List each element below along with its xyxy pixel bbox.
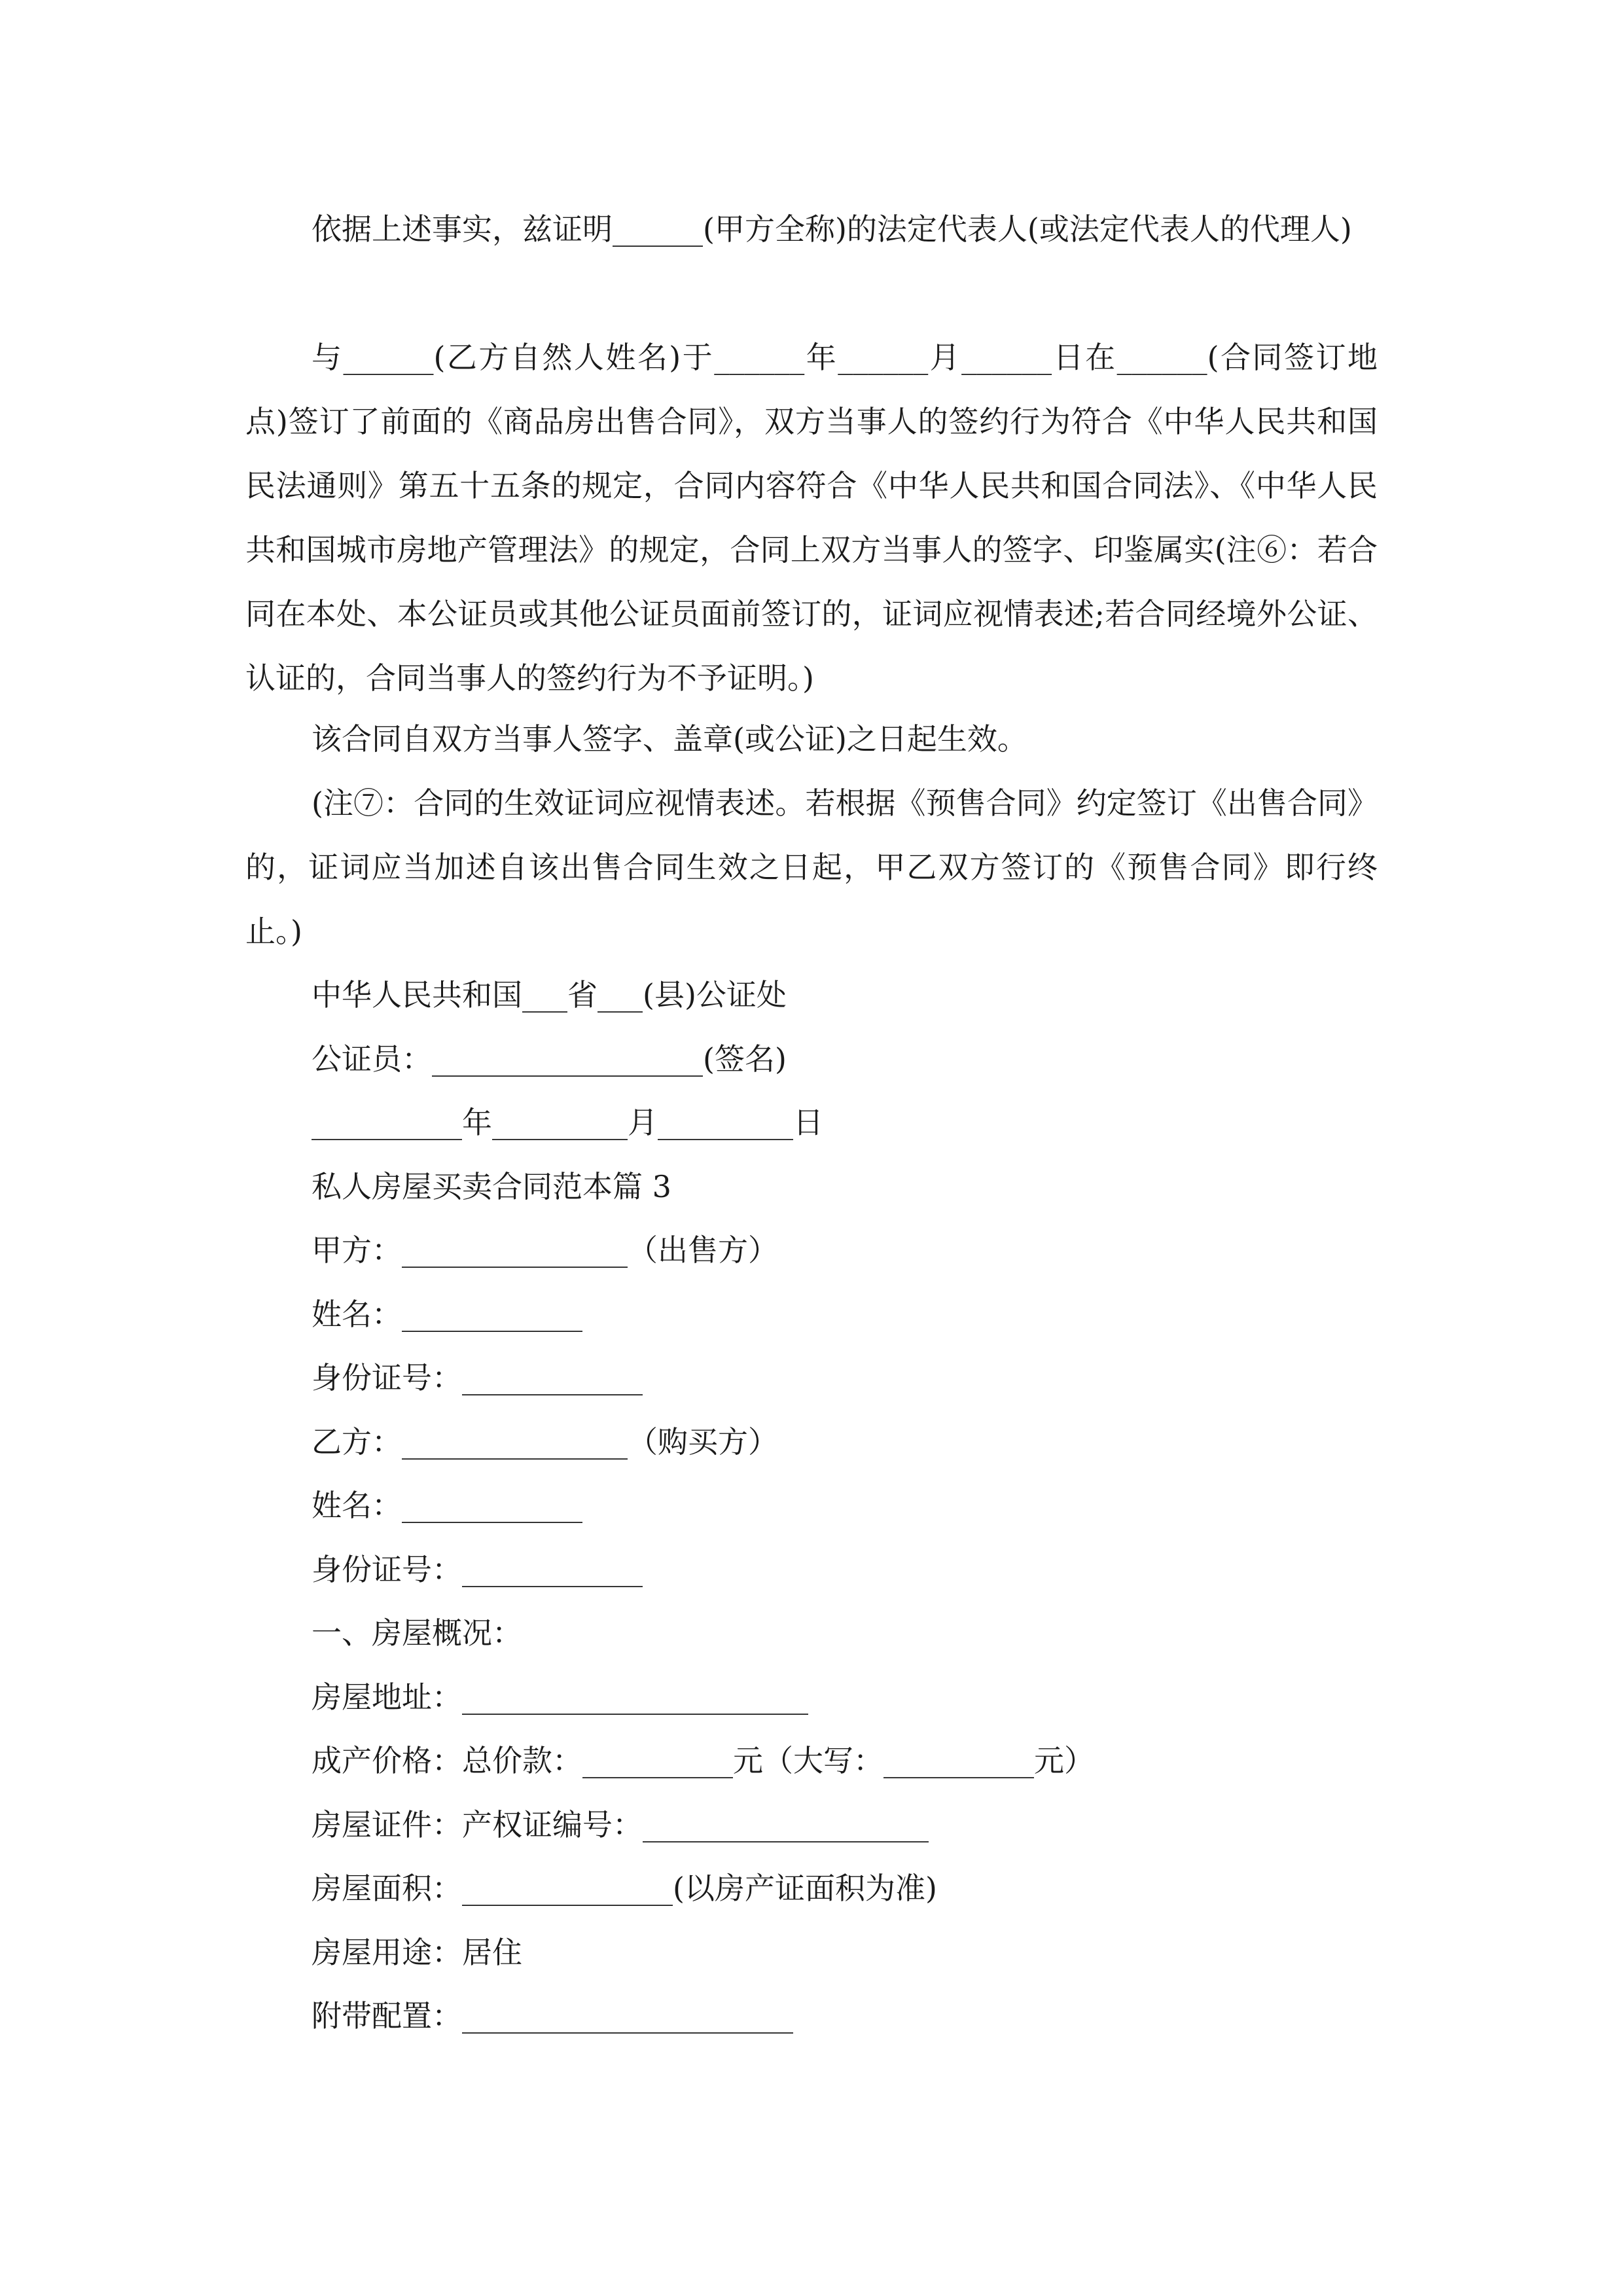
paragraph-effective: 该合同自双方当事人签字、盖章(或公证)之日起生效。 <box>312 721 1027 757</box>
party-b-id-line: 身份证号：____________ <box>312 1552 643 1587</box>
property-price-line: 成产价格：总价款：__________元（大写：__________元） <box>312 1743 1094 1778</box>
notary-date-line: __________年_________月_________日 <box>312 1105 823 1140</box>
party-a-line: 甲方：_______________（出售方） <box>312 1232 778 1268</box>
party-b-line: 乙方：_______________（购买方） <box>312 1424 778 1460</box>
notary-office-line: 中华人民共和国___省___(县)公证处 <box>312 977 787 1013</box>
property-area-line: 房屋面积：______________(以房产证面积为准) <box>312 1871 937 1906</box>
party-a-name-line: 姓名：____________ <box>312 1297 582 1332</box>
paragraph-note-7: (注⑦：合同的生效证词应视情表述。若根据《预售合同》约定签订《出售合同》的，证词应当加述自该出售合同生效之日起，甲乙双方签订的《预售合同》即行终止。) <box>245 785 1378 949</box>
section-heading-property: 一、房屋概况： <box>312 1615 522 1651</box>
property-fixtures-line: 附带配置：______________________ <box>312 1998 793 2034</box>
property-certificate-line: 房屋证件：产权证编号：___________________ <box>312 1807 929 1842</box>
property-usage-line: 房屋用途：居住 <box>312 1935 522 1970</box>
property-address-line: 房屋地址：_______________________ <box>312 1679 808 1715</box>
notary-signature-line: 公证员：__________________(签名) <box>312 1041 787 1077</box>
paragraph-contract-signing: 与______(乙方自然人姓名)于______年______月______日在______(合同签订地点)签订了前面的《商品房出售合同》，双方当事人的签约行为符合《中华人民共和国民法通则》第五十五条的规定，合同内容符合《中华人民共和国合同法》、《中华人民共和国城市房地产管理法》的规定，合同上双方当事人的签字、印鉴属实(注⑥：若合同在本处、本公证员或其他公证员面前签订的，证词应视情表述;若合同经境外公证、认证的，合同当事人的签约行为不予证明。) <box>245 340 1378 696</box>
party-a-id-line: 身份证号：____________ <box>312 1360 643 1395</box>
contract-title: 私人房屋买卖合同范本篇 3 <box>312 1169 671 1204</box>
paragraph-notary-statement: 依据上述事实，兹证明______(甲方全称)的法定代表人(或法定代表人的代理人) <box>312 211 1352 247</box>
party-b-name-line: 姓名：____________ <box>312 1488 582 1523</box>
